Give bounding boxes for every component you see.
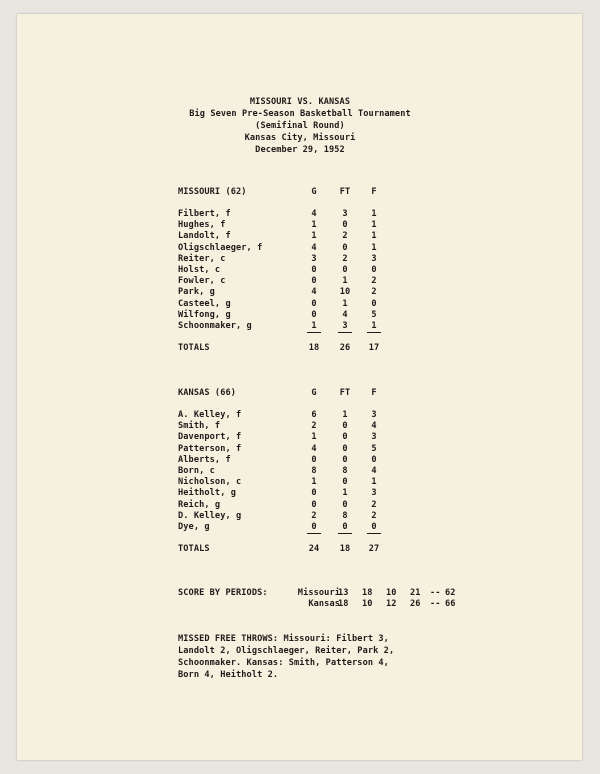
player-free-throws: 1 bbox=[342, 298, 348, 309]
player-free-throws: 8 bbox=[342, 466, 348, 476]
period-separator: -- bbox=[430, 599, 441, 609]
period-score: 10 bbox=[362, 599, 373, 609]
player-name: Alberts, f bbox=[178, 454, 231, 465]
column-underline bbox=[338, 533, 352, 534]
player-name: Casteel, g bbox=[178, 298, 231, 309]
player-goals: 0 bbox=[311, 298, 317, 309]
column-underline bbox=[338, 332, 352, 333]
player-free-throws: 0 bbox=[342, 477, 348, 488]
player-free-throws: 0 bbox=[342, 499, 348, 510]
player-goals: 4 bbox=[311, 209, 317, 219]
periods-label: SCORE BY PERIODS: bbox=[178, 588, 268, 598]
total-fouls: 27 bbox=[368, 544, 380, 554]
period-team: Kansas bbox=[308, 599, 340, 609]
column-header-g: G bbox=[311, 187, 317, 197]
player-free-throws: 0 bbox=[342, 454, 348, 465]
period-score: 21 bbox=[410, 588, 421, 598]
period-score: 13 bbox=[338, 588, 349, 598]
player-free-throws: 8 bbox=[342, 510, 348, 521]
player-name: Dye, g bbox=[178, 522, 210, 532]
player-free-throws: 0 bbox=[342, 432, 348, 443]
player-free-throws: 3 bbox=[342, 321, 348, 331]
missed-free-throws-line: Born 4, Heitholt 2. bbox=[178, 670, 279, 680]
period-separator: -- bbox=[430, 588, 441, 598]
column-underline bbox=[367, 533, 381, 534]
player-name: Heitholt, g bbox=[178, 488, 237, 499]
player-goals: 0 bbox=[311, 454, 317, 465]
player-fouls: 2 bbox=[371, 287, 377, 298]
missed-free-throws-line: Landolt 2, Oligschlaeger, Reiter, Park 2, bbox=[178, 646, 395, 656]
period-score: 26 bbox=[410, 599, 421, 609]
player-free-throws: 0 bbox=[342, 443, 348, 454]
player-free-throws: 1 bbox=[342, 488, 348, 499]
kansas-totals-label: TOTALS bbox=[178, 544, 210, 554]
player-fouls: 1 bbox=[371, 220, 377, 231]
player-goals: 1 bbox=[311, 432, 317, 443]
player-fouls: 3 bbox=[371, 488, 377, 499]
round-name: (Semifinal Round) bbox=[255, 121, 345, 131]
period-score: 18 bbox=[362, 588, 373, 598]
player-fouls: 1 bbox=[371, 231, 377, 242]
player-free-throws: 0 bbox=[342, 242, 348, 253]
period-score: 12 bbox=[386, 599, 397, 609]
player-name: Schoonmaker, g bbox=[178, 321, 252, 331]
column-underline bbox=[367, 332, 381, 333]
player-fouls: 4 bbox=[371, 421, 377, 432]
player-goals: 1 bbox=[311, 220, 317, 231]
player-free-throws: 0 bbox=[342, 421, 348, 432]
player-goals: 2 bbox=[311, 421, 317, 432]
kansas-heading: KANSAS (66) bbox=[178, 388, 237, 398]
player-name: Park, g bbox=[178, 287, 215, 298]
player-goals: 0 bbox=[311, 265, 317, 275]
column-underline bbox=[307, 533, 321, 534]
total-goals: 24 bbox=[308, 544, 320, 554]
player-goals: 0 bbox=[311, 499, 317, 510]
player-fouls: 0 bbox=[371, 265, 377, 275]
period-total: 62 bbox=[445, 588, 456, 598]
period-team: Missouri bbox=[297, 588, 340, 598]
game-date: December 29, 1952 bbox=[255, 145, 345, 155]
player-name: Davenport, f bbox=[178, 432, 242, 443]
player-free-throws: 0 bbox=[342, 522, 348, 532]
document-title: MISSOURI VS. KANSAS bbox=[249, 97, 351, 107]
period-score: 18 bbox=[338, 599, 349, 609]
player-fouls: 0 bbox=[371, 522, 377, 532]
player-fouls: 5 bbox=[371, 443, 377, 454]
total-goals: 18 bbox=[308, 343, 320, 353]
player-name: Oligschlaeger, f bbox=[178, 242, 263, 253]
player-goals: 4 bbox=[311, 242, 317, 253]
player-free-throws: 3 bbox=[342, 209, 348, 219]
player-free-throws: 4 bbox=[342, 309, 348, 320]
player-fouls: 4 bbox=[371, 466, 377, 476]
player-goals: 0 bbox=[311, 309, 317, 320]
player-goals: 3 bbox=[311, 253, 317, 264]
total-free-throws: 18 bbox=[339, 544, 351, 554]
player-fouls: 1 bbox=[371, 242, 377, 253]
player-goals: 1 bbox=[311, 321, 317, 331]
player-free-throws: 0 bbox=[342, 265, 348, 275]
column-header-ft: FT bbox=[339, 187, 351, 197]
player-goals: 0 bbox=[311, 488, 317, 499]
period-score: 10 bbox=[386, 588, 397, 598]
player-fouls: 1 bbox=[371, 321, 377, 331]
player-fouls: 3 bbox=[371, 253, 377, 264]
period-total: 66 bbox=[445, 599, 456, 609]
player-free-throws: 1 bbox=[342, 410, 348, 420]
player-name: Holst, c bbox=[178, 265, 221, 275]
player-fouls: 2 bbox=[371, 499, 377, 510]
player-fouls: 3 bbox=[371, 410, 377, 420]
player-free-throws: 10 bbox=[339, 287, 351, 298]
player-free-throws: 2 bbox=[342, 253, 348, 264]
player-fouls: 1 bbox=[371, 477, 377, 488]
column-header-f: F bbox=[371, 187, 377, 197]
player-name: Patterson, f bbox=[178, 443, 242, 454]
player-name: Fowler, c bbox=[178, 276, 226, 287]
total-free-throws: 26 bbox=[339, 343, 351, 353]
player-name: Hughes, f bbox=[178, 220, 226, 231]
player-name: Smith, f bbox=[178, 421, 221, 432]
player-goals: 6 bbox=[311, 410, 317, 420]
player-goals: 8 bbox=[311, 466, 317, 476]
player-goals: 2 bbox=[311, 510, 317, 521]
player-goals: 1 bbox=[311, 477, 317, 488]
missouri-heading: MISSOURI (62) bbox=[178, 187, 247, 197]
player-goals: 1 bbox=[311, 231, 317, 242]
player-free-throws: 0 bbox=[342, 220, 348, 231]
player-name: Born, c bbox=[178, 466, 215, 476]
location: Kansas City, Missouri bbox=[244, 133, 356, 143]
player-fouls: 3 bbox=[371, 432, 377, 443]
player-goals: 0 bbox=[311, 276, 317, 287]
player-fouls: 0 bbox=[371, 298, 377, 309]
player-goals: 4 bbox=[311, 443, 317, 454]
player-fouls: 2 bbox=[371, 510, 377, 521]
player-name: Reiter, c bbox=[178, 253, 226, 264]
player-name: A. Kelley, f bbox=[178, 410, 242, 420]
tournament-name: Big Seven Pre-Season Basketball Tournament bbox=[189, 109, 411, 119]
player-free-throws: 2 bbox=[342, 231, 348, 242]
player-fouls: 5 bbox=[371, 309, 377, 320]
player-fouls: 0 bbox=[371, 454, 377, 465]
column-underline bbox=[307, 332, 321, 333]
player-name: Reich, g bbox=[178, 499, 221, 510]
player-name: Landolt, f bbox=[178, 231, 231, 242]
player-name: D. Kelley, g bbox=[178, 510, 242, 521]
column-header-f: F bbox=[371, 388, 377, 398]
player-fouls: 1 bbox=[371, 209, 377, 219]
player-free-throws: 1 bbox=[342, 276, 348, 287]
player-fouls: 2 bbox=[371, 276, 377, 287]
player-name: Filbert, f bbox=[178, 209, 231, 219]
player-goals: 4 bbox=[311, 287, 317, 298]
player-name: Wilfong, g bbox=[178, 309, 231, 320]
missed-free-throws-line: Schoonmaker. Kansas: Smith, Patterson 4, bbox=[178, 658, 389, 668]
missouri-totals-label: TOTALS bbox=[178, 343, 210, 353]
missed-free-throws-line: MISSED FREE THROWS: Missouri: Filbert 3, bbox=[178, 634, 389, 644]
column-header-ft: FT bbox=[339, 388, 351, 398]
player-name: Nicholson, c bbox=[178, 477, 242, 488]
total-fouls: 17 bbox=[368, 343, 380, 353]
player-goals: 0 bbox=[311, 522, 317, 532]
column-header-g: G bbox=[311, 388, 317, 398]
